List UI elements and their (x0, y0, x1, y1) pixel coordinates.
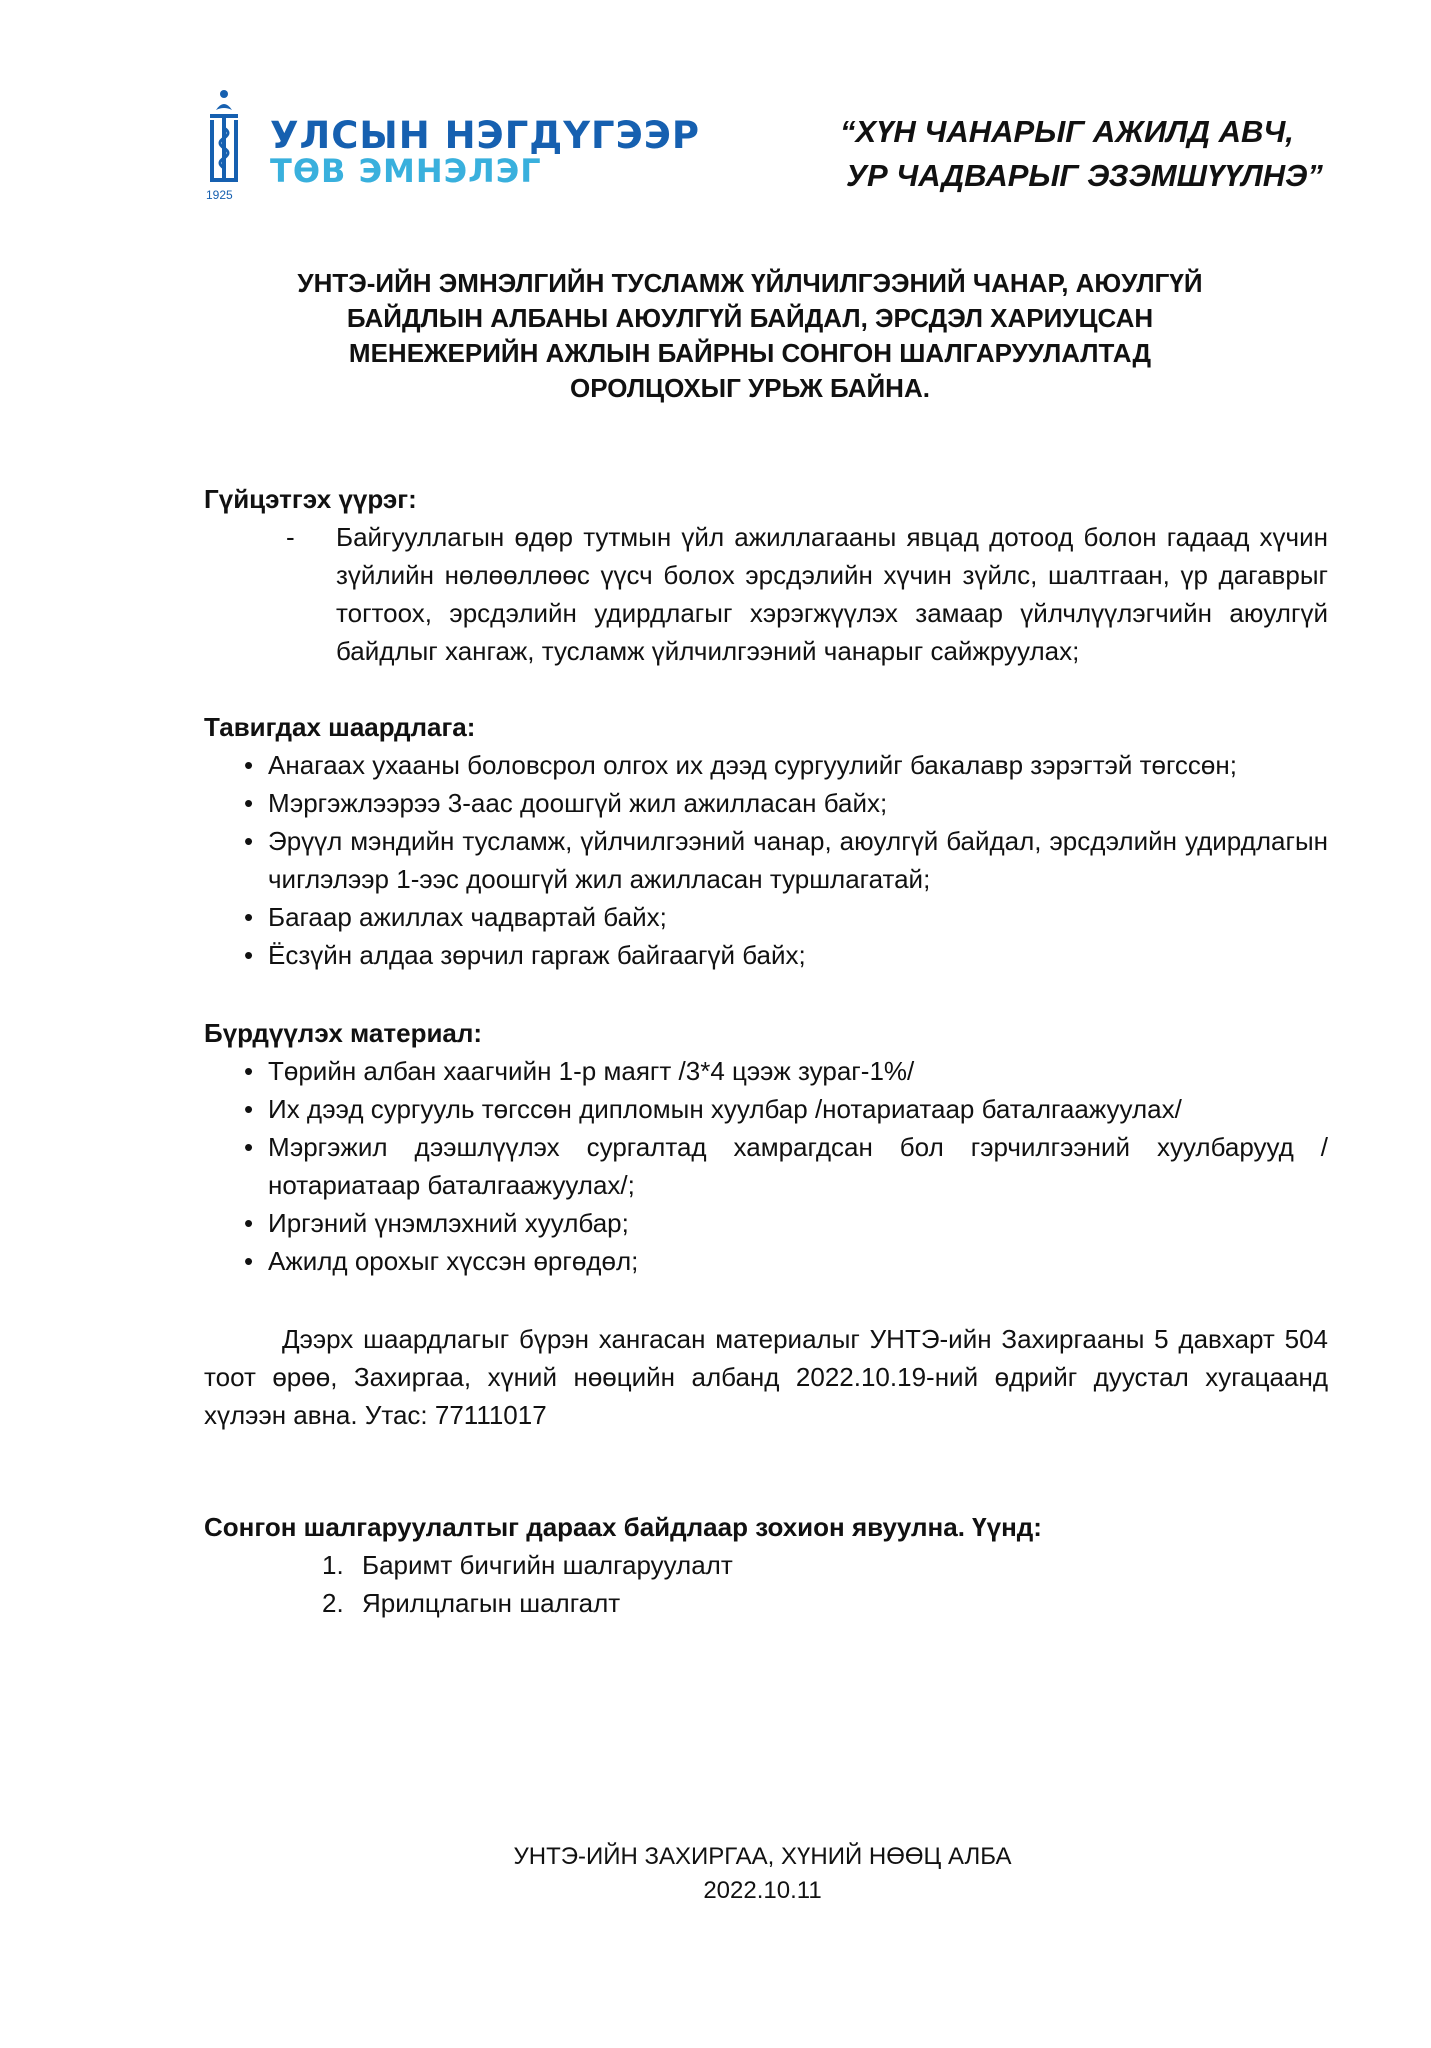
bullet-marker: • (244, 1132, 254, 1162)
logo-year: 1925 (206, 188, 233, 202)
list-item (204, 898, 1328, 936)
logo-name-line1: УЛСЫН НЭГДҮГЭЭР (270, 114, 701, 157)
title-line: МЕНЕЖЕРИЙН АЖЛЫН БАЙРНЫ СОНГОН ШАЛГАРУУЛАЛТАД (348, 338, 1152, 368)
list-item (204, 822, 1328, 898)
logo-name-line2: ТӨВ ЭМНЭЛЭГ (270, 152, 542, 190)
bullet-marker: • (244, 750, 254, 780)
soyombo-emblem-icon (200, 88, 248, 204)
bullet-marker: • (244, 902, 254, 932)
title-line: БАЙДЛЫН АЛБАНЫ АЮУЛГҮЙ БАЙДАЛ, ЭРСДЭЛ ХАРИУЦСАН (346, 303, 1154, 333)
bullet-marker: • (244, 788, 254, 818)
list-item (204, 746, 1328, 784)
selection-step-text: Ярилцлагын шалгалт (362, 1588, 621, 1618)
duties-heading: Гүйцэтгэх үүрэг: (204, 484, 417, 514)
requirement-text: Эрүүл мэндийн тусламж, үйлчилгээний чанар, аюулгүй байдал, эрсдэлийн удирдлагын чиглэлээр 1-ээс доошгүй жил ажилласан туршлагатай; (268, 826, 1328, 894)
number-marker: 2. (322, 1588, 344, 1618)
list-item (204, 936, 1328, 974)
announcement-body (204, 480, 1328, 1622)
slogan-line2: УР ЧАДВАРЫГ ЭЗЭМШҮҮЛНЭ” (846, 158, 1323, 193)
title-line: ОРОЛЦОХЫГ УРЬЖ БАЙНА. (570, 373, 930, 403)
bullet-marker: • (244, 826, 254, 856)
materials-heading: Бүрдүүлэх материал: (204, 1018, 483, 1048)
list-item (204, 784, 1328, 822)
title-line: УНТЭ-ИЙН ЭМНЭЛГИЙН ТУСЛАМЖ ҮЙЛЧИЛГЭЭНИЙ ЧАНАР, АЮУЛГҮЙ (297, 268, 1203, 298)
bullet-marker: • (244, 1094, 254, 1124)
materials-list (204, 1052, 1328, 1280)
requirement-text: Багаар ажиллах чадвартай байх; (268, 902, 667, 932)
bullet-marker: • (244, 1208, 254, 1238)
number-marker: 1. (322, 1550, 344, 1580)
requirement-text: Мэргэжлээрээ 3-аас доошгүй жил ажилласан байх; (268, 788, 888, 818)
submission-paragraph: Дээрх шаардлагыг бүрэн хангасан материалыг УНТЭ-ийн Захиргааны 5 давхарт 504 тоот өрөө, Захиргаа, хүний нөөцийн албанд 2022.10.19-ний өдрийг дуустал хугацаанд хүлээн авна. Утас: 77111017 (204, 1324, 1328, 1430)
requirement-text: Анагаах ухааны боловсрол олгох их дээд сургуулийг бакалавр зэрэгтэй төгссөн; (268, 750, 1237, 780)
slogan (840, 110, 1360, 198)
selection-list (204, 1546, 1328, 1622)
list-item (204, 1584, 1328, 1622)
list-item (204, 1242, 1328, 1280)
bullet-marker: • (244, 1056, 254, 1086)
list-item (204, 1546, 1328, 1584)
document-footer (340, 1840, 1185, 1908)
requirement-text: Ёсзүйн алдаа зөрчил гаргаж байгаагүй байх; (268, 940, 806, 970)
footer-date: 2022.10.11 (703, 1877, 822, 1904)
selection-heading: Сонгон шалгаруулалтыг дараах байдлаар зохион явуулна. Үүнд: (204, 1512, 1042, 1542)
bullet-marker: • (244, 940, 254, 970)
duties-item (286, 518, 1328, 670)
requirements-list (204, 746, 1328, 974)
list-item (204, 1128, 1328, 1204)
bullet-marker: • (244, 1246, 254, 1276)
requirements-heading: Тавигдах шаардлага: (204, 712, 476, 742)
list-item (204, 1090, 1328, 1128)
announcement-title (220, 266, 1280, 406)
material-text: Их дээд сургууль төгссөн дипломын хуулбар /нотариатаар баталгаажуулах/ (268, 1094, 1182, 1124)
list-item (204, 1204, 1328, 1242)
list-item (204, 1052, 1328, 1090)
selection-step-text: Баримт бичгийн шалгаруулалт (362, 1550, 733, 1580)
material-text: Төрийн албан хаагчийн 1-р маягт /3*4 цээж зураг-1%/ (268, 1056, 915, 1086)
duties-text: Байгууллагын өдөр тутмын үйл ажиллагааны явцад дотоод болон гадаад хүчин зүйлийн нөлөөллөөс үүсч болох эрсдэлийн хүчин зүйлс, шалтгаан, үр дагаврыг тогтоох, эрсдэлийн удирдлагыг хэрэгжүүлэх замаар үйлчлүүлэгчийн аюулгүй байдлыг хангаж, тусламж үйлчилгээний чанарыг сайжруулах; (336, 522, 1328, 666)
dash-marker: - (286, 522, 295, 552)
hospital-logo (200, 88, 701, 204)
slogan-line1: “ХҮН ЧАНАРЫГ АЖИЛД АВЧ, (840, 114, 1294, 149)
material-text: Ажилд орохыг хүссэн өргөдөл; (268, 1246, 639, 1276)
material-text: Мэргэжил дээшлүүлэх сургалтад хамрагдсан бол гэрчилгээний хуулбарууд /нотариатаар баталгаажуулах/; (268, 1132, 1328, 1200)
footer-org: УНТЭ-ИЙН ЗАХИРГАА, ХҮНИЙ НӨӨЦ АЛБА (513, 1843, 1012, 1870)
material-text: Иргэний үнэмлэхний хуулбар; (268, 1208, 629, 1238)
